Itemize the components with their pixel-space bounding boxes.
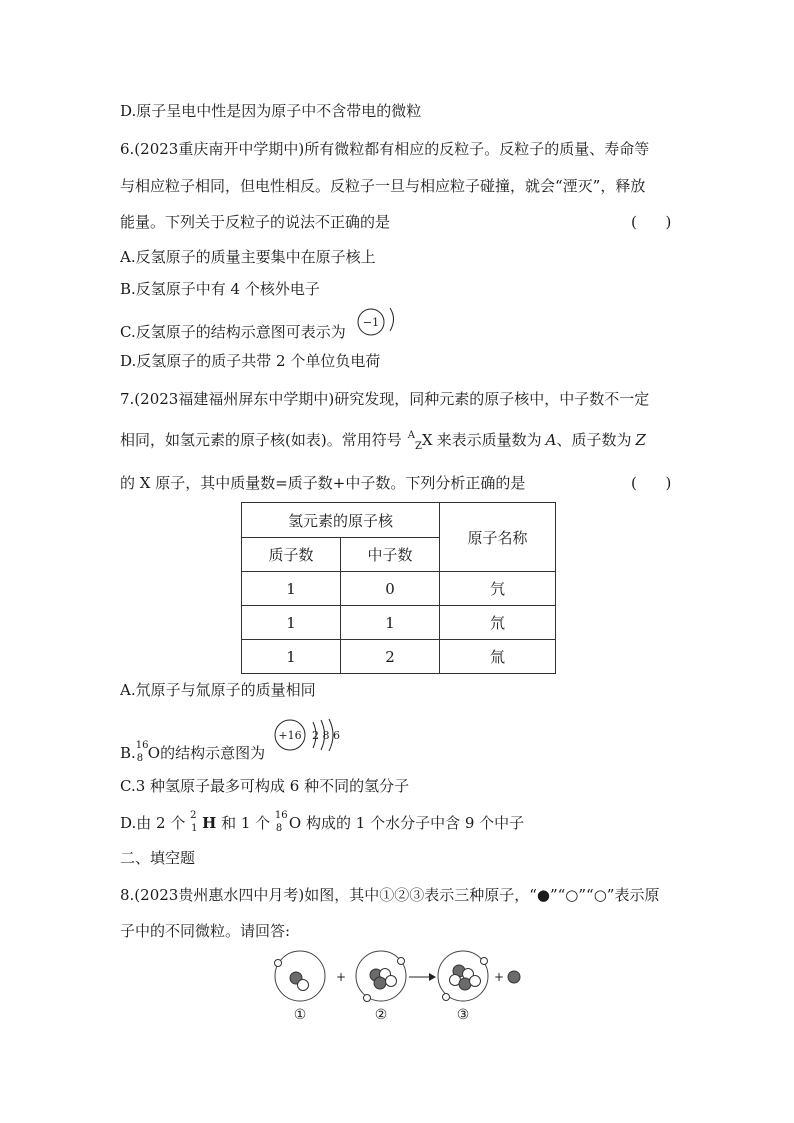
antihydrogen-structure-diagram (355, 305, 405, 341)
q6-stem-line3: 能量。下列关于反粒子的说法不正确的是 (120, 213, 391, 231)
atom-3-diagram (438, 951, 488, 1023)
cell-protons: 1 (242, 606, 341, 640)
cell-name: 氘 (440, 606, 556, 640)
electron-particle (481, 958, 488, 965)
mass-number-symbol: A (407, 430, 415, 441)
atom-1-label: ① (293, 1007, 307, 1023)
cell-protons: 1 (242, 640, 341, 674)
table-header-group: 氢元素的原子核 (242, 503, 440, 538)
electron-particle (398, 958, 405, 965)
table-header-name: 原子名称 (440, 503, 556, 572)
q6-stem-line1: 6.(2023重庆南开中学期中)所有微粒都有相应的反粒子。反粒子的质量、寿命等 (120, 140, 650, 158)
cell-neutrons: 2 (341, 640, 440, 674)
table-row (242, 606, 556, 640)
atom-3-label: ③ (456, 1007, 470, 1023)
atom-2-diagram (356, 951, 406, 1023)
table-row (242, 640, 556, 674)
hydrogen-nuclei-table (241, 502, 556, 674)
table-header-protons: 质子数 (242, 538, 341, 572)
q7-option-b: B. 16 8 O的结构示意图为 (120, 740, 266, 764)
oxygen-shell-electrons: 2 8 6 (312, 729, 340, 742)
neutron-particle-product (508, 971, 520, 983)
plus-sign: + (335, 970, 347, 984)
reaction-arrow-icon (409, 973, 436, 981)
cell-name: 氕 (440, 572, 556, 606)
q7-option-c: C.3 种氢原子最多可构成 6 种不同的氢分子 (120, 777, 410, 795)
cell-neutrons: 1 (341, 606, 440, 640)
q7-option-d: D.由 2 个 2 1 H 和 1 个 16 8 O 构成的 1 个水分子中含 9 个中子 (120, 810, 525, 834)
q5-option-d: D.原子呈电中性是因为原子中不含带电的微粒 (120, 102, 422, 120)
atom-2-label: ② (374, 1007, 388, 1023)
q7-stem-line2: 相同，如氢元素的原子核(如表)。常用符号 $^A_Z$X 来表示质量数为 A、质子数为 Z (120, 430, 646, 452)
atom-reaction-figure (268, 950, 528, 1025)
q8-stem-line2: 子中的不同微粒。请回答: (120, 922, 291, 940)
q7-answer-parentheses: ( ) (631, 474, 672, 492)
q7-stem-line3: 的 X 原子，其中质量数=质子数+中子数。下列分析正确的是 (120, 474, 526, 492)
oxygen-structure-diagram (273, 718, 353, 754)
oxygen-nucleus-charge: +16 (278, 729, 302, 742)
q6-stem-line2: 与相应粒子相同，但电性相反。反粒子一旦与相应粒子碰撞，就会“湮灭”，释放 (120, 177, 646, 195)
cell-name: 氚 (440, 640, 556, 674)
electron-particle (364, 995, 371, 1002)
table-header-neutrons: 中子数 (341, 538, 440, 572)
q6-option-a: A.反氢原子的质量主要集中在原子核上 (120, 248, 376, 266)
q8-stem-line1: 8.(2023贵州惠水四中月考)如图，其中①②③表示三种原子，“●”“○”“○”表示原 (120, 886, 660, 904)
q6-option-d: D.反氢原子的质子共带 2 个单位负电荷 (120, 352, 381, 370)
section-title: 二、填空题 (120, 849, 196, 867)
q6-option-c: C.反氢原子的结构示意图可表示为 (120, 323, 346, 341)
plus-sign: + (493, 970, 505, 984)
q7-option-a: A.氘原子与氚原子的质量相同 (120, 681, 316, 699)
cell-neutrons: 0 (341, 572, 440, 606)
proton-particle (386, 976, 397, 987)
table-row (242, 572, 556, 606)
antihydrogen-nucleus-charge: −1 (362, 316, 380, 329)
q7-stem-line1: 7.(2023福建福州屏东中学期中)研究发现，同种元素的原子核中，中子数不一定 (120, 390, 650, 408)
q6-option-b: B.反氢原子中有 4 个核外电子 (120, 280, 320, 298)
electron-particle (443, 994, 450, 1001)
proton-particle (470, 976, 481, 987)
neutron-particle (374, 977, 386, 989)
q6-answer-parentheses: ( ) (631, 213, 672, 231)
atomic-number-symbol: Z (414, 441, 422, 452)
electron-particle (275, 960, 282, 967)
atom-1-diagram (275, 951, 326, 1023)
proton-particle (298, 980, 309, 991)
cell-protons: 1 (242, 572, 341, 606)
